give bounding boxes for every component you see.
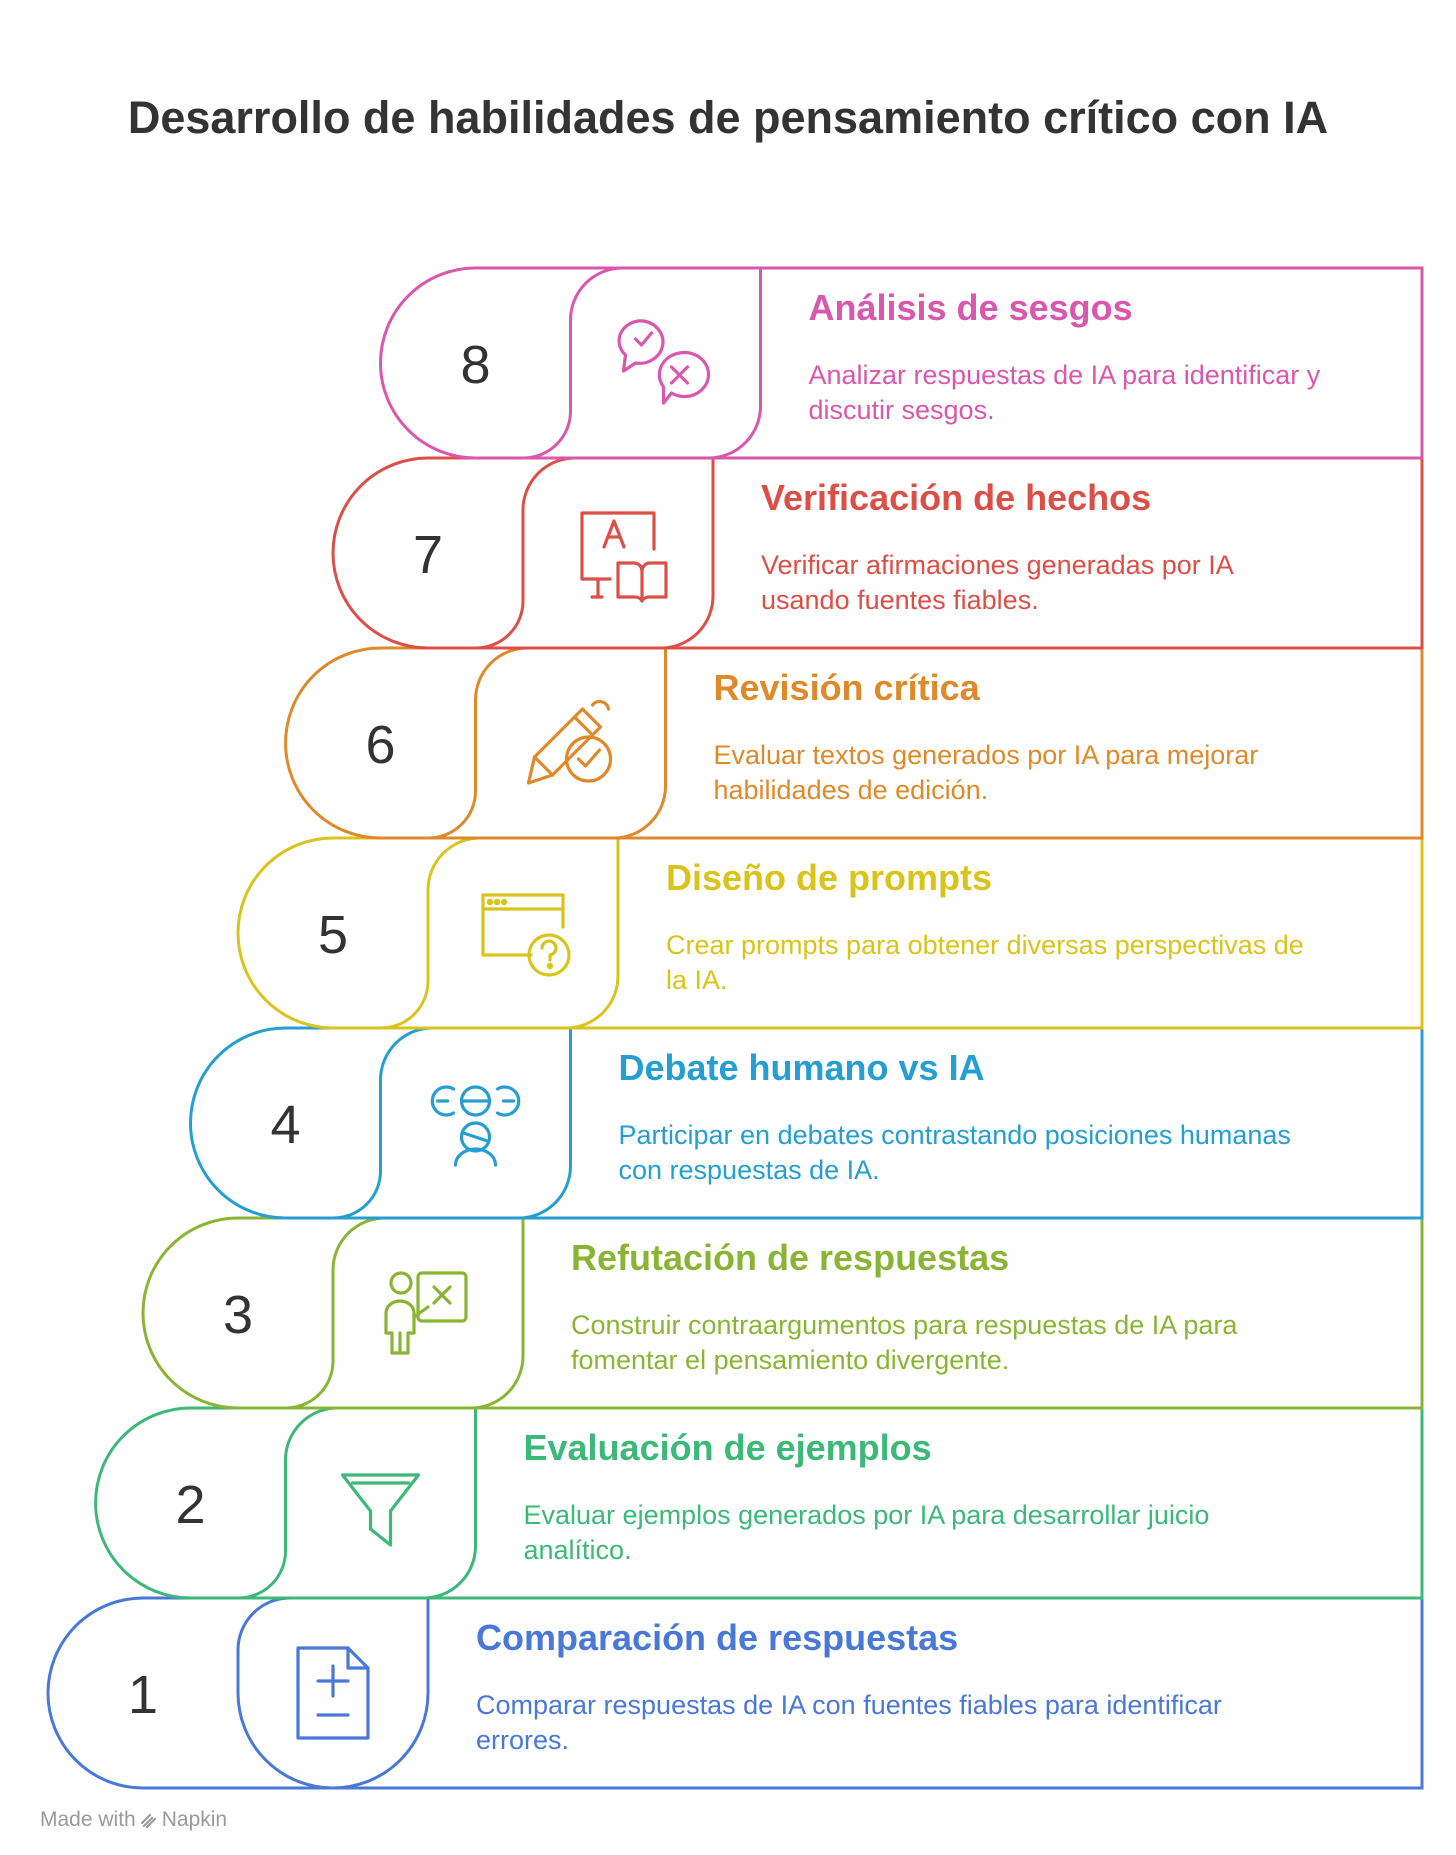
step-description-line: la IA. — [666, 965, 728, 995]
napkin-logo-icon — [140, 1811, 158, 1829]
step-3 — [143, 1218, 1422, 1408]
step-2 — [96, 1408, 1422, 1598]
step-description-line: Analizar respuestas de IA para identificar y — [808, 360, 1321, 390]
step-title: Verificación de hechos — [761, 477, 1152, 518]
step-description-line: con respuestas de IA. — [618, 1155, 880, 1185]
step-4 — [191, 1028, 1423, 1218]
napkin-brand: Napkin — [161, 1808, 228, 1831]
step-description-line: Participar en debates contrastando posiciones humanas — [618, 1120, 1291, 1150]
step-description-line: Comparar respuestas de IA con fuentes fiables para identificar — [476, 1690, 1222, 1720]
step-number: 6 — [365, 715, 396, 775]
step-number: 1 — [127, 1665, 159, 1725]
step-description-line: usando fuentes fiables. — [761, 585, 1039, 615]
step-description-line: fomentar el pensamiento divergente. — [571, 1345, 1010, 1375]
step-description-line: Construir contraargumentos para respuestas de IA para — [571, 1310, 1238, 1340]
step-description-line: Crear prompts para obtener diversas perspectivas de — [666, 930, 1304, 960]
step-description-line: Evaluar ejemplos generados por IA para desarrollar juicio — [523, 1500, 1210, 1530]
page-title: Desarrollo de habilidades de pensamiento crítico con IA — [127, 92, 1329, 143]
step-description-line: habilidades de edición. — [713, 775, 989, 805]
step-1 — [48, 1598, 1422, 1788]
step-description-line: analítico. — [523, 1535, 632, 1565]
step-description-line: Verificar afirmaciones generadas por IA — [761, 550, 1234, 580]
step-number: 5 — [317, 905, 349, 965]
step-5 — [238, 838, 1422, 1028]
step-number: 2 — [175, 1475, 206, 1535]
step-title: Revisión crítica — [713, 667, 980, 708]
step-number: 4 — [270, 1095, 301, 1155]
made-with-napkin — [40, 1808, 227, 1832]
step-title: Evaluación de ejemplos — [523, 1427, 932, 1468]
step-description-line: Evaluar textos generados por IA para mejorar — [713, 740, 1259, 770]
step-title: Diseño de prompts — [666, 857, 993, 898]
step-description-line: discutir sesgos. — [808, 395, 995, 425]
step-title: Debate humano vs IA — [618, 1047, 985, 1088]
step-7 — [333, 458, 1422, 648]
step-number: 8 — [460, 335, 491, 395]
step-number: 3 — [222, 1285, 254, 1345]
made-with-label: Made with — [40, 1808, 136, 1831]
step-title: Refutación de respuestas — [571, 1237, 1010, 1278]
step-6 — [286, 648, 1422, 838]
step-number: 7 — [412, 525, 444, 585]
step-8 — [381, 268, 1423, 458]
step-description-line: errores. — [476, 1725, 570, 1755]
step-title: Análisis de sesgos — [808, 287, 1133, 328]
step-title: Comparación de respuestas — [476, 1617, 959, 1658]
